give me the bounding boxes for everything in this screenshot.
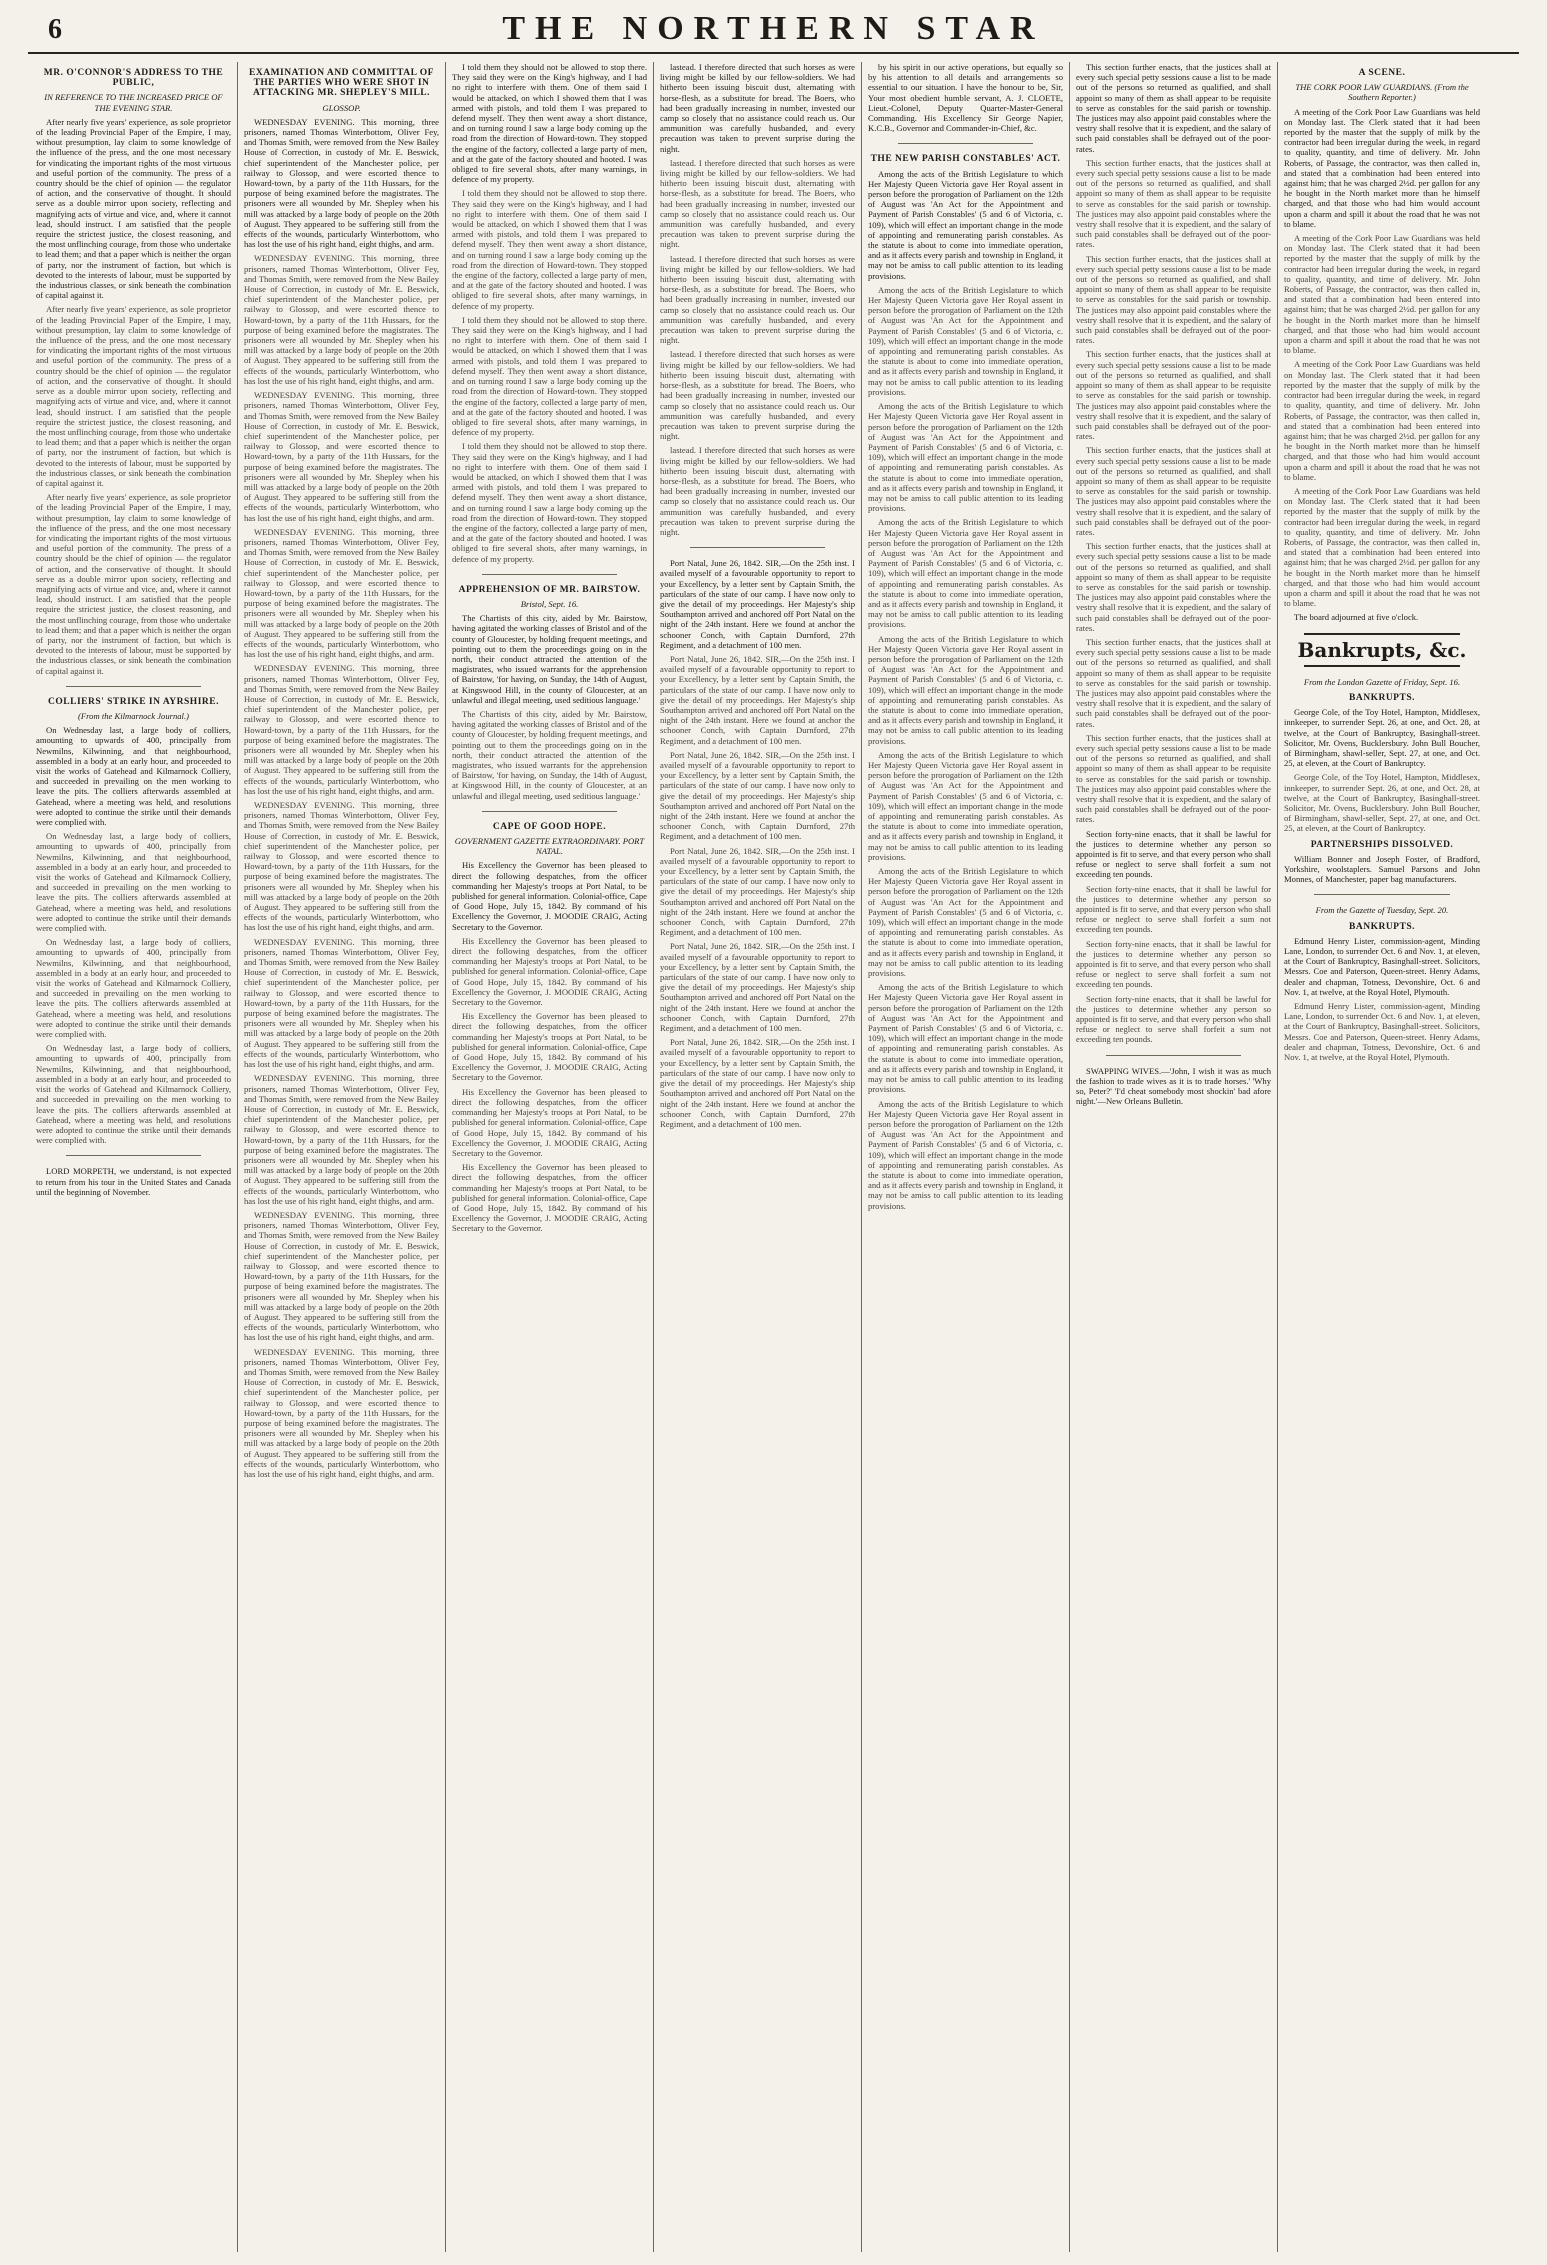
article-text: Port Natal, June 26, 1842. SIR,—On the 25th inst. I availed myself of a favourable opportunity to report to your Excellency, by a letter sent by Captain Smith, the particulars of the state of our camp. I have now only to give the detail of my proceedings. Her Majesty's ship Southampton arrived and anchored off Port Natal on the night of the 24th instant. Here we found at anchor the schooner Conch, with Captain Durnford, 27th Regiment, and a detachment of 100 men. <box>660 558 855 650</box>
article-heading: CAPE OF GOOD HOPE. <box>492 821 607 832</box>
bankrupts-heading: Bankrupts, &c. <box>1297 637 1467 662</box>
article-text-cont: This section further enacts, that the justices shall at every such special petty sessions cause a list to be made out of the persons so returned as qualified, and shall appoint so many of them as shall appear to be requisite to serve as constables for the said parish or township. The justices may also appoint paid constables where the vestry shall resolve that it is expedient, and the salary of such paid constables shall be defrayed out of the poor-rates. <box>1076 636 1271 729</box>
gazette-date: From the London Gazette of Friday, Sept. 16. <box>1303 676 1461 687</box>
article-text-cont: After nearly five years' experience, as sole proprietor of the leading Provincial Paper of the Empire, I may, without presumption, lay claim to some knowledge of the influence of the press, and the one most necessary for vindicating the important rights of the most virtuous and useful portion of the community. The press of a country should be the chief of opinion — the regulator of action, and the conservative of thought. It should serve as a double mirror upon society, reflecting and magnifying acts of virtue and vice, and, where it cannot lead, should instruct. I am satisfied that the people require the strictest justice, the closest reasoning, and the most unflinching courage, from those who undertake to lead them; and that a paper which is neither the organ of party, nor the instrument of faction, but which is devoted to the interests of labour, must be supported by the industrious classes, or sink beneath the combination of capital against it. <box>36 304 231 488</box>
article-text-cont: This section further enacts, that the justices shall at every such special petty sessions cause a list to be made out of the persons so returned as qualified, and shall appoint so many of them as shall appear to be requisite to serve as constables for the said parish or township. The justices may also appoint paid constables where the vestry shall resolve that it is expedient, and the salary of such paid constables shall be defrayed out of the poor-rates. <box>1076 253 1271 346</box>
article-text-cont: WEDNESDAY EVENING. This morning, three prisoners, named Thomas Winterbottom, Oliver Fey, and Thomas Smith, were removed from the New Bailey House of Correction, in custody of Mr. E. Beswick, chief superintendent of the Manchester police, per railway to Glossop, and were escorted thence to Howard-town, by a party of the 11th Hussars, for the purpose of being examined before the magistrates. The prisoners were all wounded by Mr. Shepley when his mill was attacked by a large body of people on the 20th of August. They appeared to be suffering still from the effects of the wounds, particularly Winterbottom, who has lost the use of his right hand, eight thighs, and arm. <box>244 1209 439 1343</box>
article-text-cont: His Excellency the Governor has been pleased to direct the following despatches, from the officer commanding her Majesty's troops at Port Natal, to be published for general information. Colonial-office, Cape of Good Hope, July 15, 1842. By command of his Excellency the Governor, J. MOODIE CRAIG, Acting Secretary to the Governor. <box>452 1011 647 1083</box>
article-text: The Chartists of this city, aided by Mr. Bairstow, having agitated the working classes of Bristol and of the county of Gloucester, by holding frequent meetings, and pointing out to them the proceedings going on in the north, their conduct attracted the attention of the magistrates, who issued warrants for the apprehension of Bairstow, 'for having, on Sunday, the 14th of August, at Kingswood Hill, in the county of Gloucester, at an unlawful and illegal meeting, used seditious language.' <box>452 613 647 705</box>
article-text: Among the acts of the British Legislature to which Her Majesty Queen Victoria gave Her Royal assent in person before the prorogation of Parliament on the 12th of August was 'An Act for the Appointment and Payment of Parish Constables' (5 and 6 of Victoria, c. 109), which will effect an important change in the mode of appointing and remunerating parish constables. As the statute is about to come into immediate operation, and as it affects every parish and township in England, it may not be amiss to call public attention to its leading provisions. <box>868 168 1063 281</box>
column-2 <box>238 62 446 2252</box>
article-text-cont: Port Natal, June 26, 1842. SIR,—On the 25th inst. I availed myself of a favourable opportunity to report to your Excellency, by a letter sent by Captain Smith, the particulars of the state of our camp. I have now only to give the detail of my proceedings. Her Majesty's ship Southampton arrived and anchored off Port Natal on the night of the 24th instant. Here we found at anchor the schooner Conch, with Captain Durnford, 27th Regiment, and a detachment of 100 men. <box>660 941 855 1034</box>
article-text-cont: The Chartists of this city, aided by Mr. Bairstow, having agitated the working classes of Bristol and of the county of Gloucester, by holding frequent meetings, and pointing out to them the proceedings going on in the north, their conduct attracted the attention of the magistrates, who issued warrants for the apprehension of Bairstow, 'for having, on Sunday, the 14th of August, at Kingswood Hill, in the county of Gloucester, at an unlawful and illegal meeting, used seditious language.' <box>452 708 647 801</box>
article-text-cont: Port Natal, June 26, 1842. SIR,—On the 25th inst. I availed myself of a favourable opportunity to report to your Excellency, by a letter sent by Captain Smith, the particulars of the state of our camp. I have now only to give the detail of my proceedings. Her Majesty's ship Southampton arrived and anchored off Port Natal on the night of the 24th instant. Here we found at anchor the schooner Conch, with Captain Durnford, 27th Regiment, and a detachment of 100 men. <box>660 749 855 842</box>
article-text-cont: A meeting of the Cork Poor Law Guardians was held on Monday last. The Clerk stated that it had been reported by the master that the supply of milk by the contractor had been irregular during the week, in regard to quality, quantity, and time of delivery. Mr. John Roberts, of Passage, the contractor, was then called in, and stated that a combination had been entered into against him; that he was charged 2½d. per gallon for any he bought in the North market more than he himself charged, and that those who had him would account upon a charm and spill it about the road that he was not to blame. <box>1284 233 1480 356</box>
article-subheading: (From the Kilmarnock Journal.) <box>78 710 189 721</box>
page-number: 6 <box>48 14 62 45</box>
article-text: This section further enacts, that the justices shall at every such special petty sessions cause a list to be made out of the persons so returned as qualified, and shall appoint so many of them as shall appear to be requisite to serve as constables for the said parish or township. The justices may also appoint paid constables where the vestry shall resolve that it is expedient, and the salary of such paid constables shall be defrayed out of the poor-rates. <box>1076 62 1271 154</box>
article-text-cont: After nearly five years' experience, as sole proprietor of the leading Provincial Paper of the Empire, I may, without presumption, lay claim to some knowledge of the influence of the press, and the one most necessary for vindicating the important rights of the most virtuous and useful portion of the community. The press of a country should be the chief of opinion — the regulator of action, and the conservative of thought. It should serve as a double mirror upon society, reflecting and magnifying acts of virtue and vice, and, where it cannot lead, should instruct. I am satisfied that the people require the strictest justice, the closest reasoning, and the most unflinching courage, from those who undertake to lead them; and that a paper which is neither the organ of party, nor the instrument of faction, but which is devoted to the interests of labour, must be supported by the industrious classes, or sink beneath the combination of capital against it. <box>36 492 231 676</box>
footer-note: LORD MORPETH, we understand, is not expected to return from his tour in the United States and Canada until the beginning of November. <box>36 1166 231 1197</box>
article-text: WEDNESDAY EVENING. This morning, three prisoners, named Thomas Winterbottom, Oliver Fey, and Thomas Smith, were removed from the New Bailey House of Correction, in custody of Mr. E. Beswick, chief superintendent of the Manchester police, per railway to Glossop, and were escorted thence to Howard-town, by a party of the 11th Hussars, for the purpose of being examined before the magistrates. The prisoners were all wounded by Mr. Shepley when his mill was attacked by a large body of people on the 20th of August. They appeared to be suffering still from the effects of the wounds, particularly Winterbottom, who has lost the use of his right hand, eight thighs, and arm. <box>244 116 439 250</box>
article-text-cont: WEDNESDAY EVENING. This morning, three prisoners, named Thomas Winterbottom, Oliver Fey, and Thomas Smith, were removed from the New Bailey House of Correction, in custody of Mr. E. Beswick, chief superintendent of the Manchester police, per railway to Glossop, and were escorted thence to Howard-town, by a party of the 11th Hussars, for the purpose of being examined before the magistrates. The prisoners were all wounded by Mr. Shepley when his mill was attacked by a large body of people on the 20th of August. They appeared to be suffering still from the effects of the wounds, particularly Winterbottom, who has lost the use of his right hand, eight thighs, and arm. <box>244 526 439 660</box>
article-text: The board adjourned at five o'clock. <box>1294 612 1419 623</box>
article-text-cont: WEDNESDAY EVENING. This morning, three prisoners, named Thomas Winterbottom, Oliver Fey, and Thomas Smith, were removed from the New Bailey House of Correction, in custody of Mr. E. Beswick, chief superintendent of the Manchester police, per railway to Glossop, and were escorted thence to Howard-town, by a party of the 11th Hussars, for the purpose of being examined before the magistrates. The prisoners were all wounded by Mr. Shepley when his mill was attacked by a large body of people on the 20th of August. They appeared to be suffering still from the effects of the wounds, particularly Winterbottom, who has lost the use of his right hand, eight thighs, and arm. <box>244 390 439 523</box>
article-heading: EXAMINATION AND COMMITTAL OF THE PARTIES WHO WERE SHOT IN ATTACKING MR. SHEPLEY'S MILL. <box>249 68 434 99</box>
article-heading: THE NEW PARISH CONSTABLES' ACT. <box>870 154 1061 165</box>
article-text-cont: Port Natal, June 26, 1842. SIR,—On the 25th inst. I availed myself of a favourable opportunity to report to your Excellency, by a letter sent by Captain Smith, the particulars of the state of our camp. I have now only to give the detail of my proceedings. Her Majesty's ship Southampton arrived and anchored off Port Natal on the night of the 24th instant. Here we found at anchor the schooner Conch, with Captain Durnford, 27th Regiment, and a detachment of 100 men. <box>660 845 855 938</box>
bankrupts-label: BANKRUPTS. <box>1349 692 1415 703</box>
article-text-cont: I told them they should not be allowed to stop there. They said they were on the King's highway, and I had no right to interfere with them. One of them said I would be attacked, on which I showed them that I was armed with pistols, and told them I was prepared to defend myself. They then went away a short distance, and on turning round I saw a large body coming up the road from the direction of Howard-town. They stopped the engine of the factory, collected a large party of men, and at the gate of the factory shouted and hooted. I was obliged to fire several shots, after many warnings, in defence of my property. <box>452 441 647 564</box>
article-text-cont: Among the acts of the British Legislature to which Her Majesty Queen Victoria gave Her Royal assent in person before the prorogation of Parliament on the 12th of August was 'An Act for the Appointment and Payment of Parish Constables' (5 and 6 of Victoria, c. 109), which will effect an important change in the mode of appointing and remunerating parish constables. As the statute is about to come into immediate operation, and as it affects every parish and township in England, it may not be amiss to call public attention to its leading provisions. <box>868 517 1063 630</box>
article-text: I told them they should not be allowed to stop there. They said they were on the King's highway, and I had no right to interfere with them. One of them said I would be attacked, on which I showed them that I was armed with pistols, and told them I was prepared to defend myself. They then went away a short distance, and on turning round I saw a large body coming up the road from the direction of Howard-town. They stopped the engine of the factory, collected a large party of men, and at the gate of the factory shouted and hooted. I was obliged to fire several shots, after many warnings, in defence of my property. <box>452 62 647 185</box>
article-text-cont: Section forty-nine enacts, that it shall be lawful for the justices to determine whether any person so appointed is fit to serve, and that every person who shall refuse or neglect to serve shall forfeit a sum not exceeding ten pounds. <box>1076 938 1271 990</box>
article-heading: MR. O'CONNOR'S ADDRESS TO THE PUBLIC, <box>43 68 224 89</box>
article-text: His Excellency the Governor has been pleased to direct the following despatches, from the officer commanding her Majesty's troops at Port Natal, to be published for general information. Colonial-office, Cape of Good Hope, July 15, 1842. By command of his Excellency the Governor, J. MOODIE CRAIG, Acting Secretary to the Governor. <box>452 860 647 932</box>
article-text-cont: Among the acts of the British Legislature to which Her Majesty Queen Victoria gave Her Royal assent in person before the prorogation of Parliament on the 12th of August was 'An Act for the Appointment and Payment of Parish Constables' (5 and 6 of Victoria, c. 109), which will effect an important change in the mode of appointing and remunerating parish constables. As the statute is about to come into immediate operation, and as it affects every parish and township in England, it may not be amiss to call public attention to its leading provisions. <box>868 633 1063 746</box>
article-text-cont: On Wednesday last, a large body of colliers, amounting to upwards of 400, principally from Newmilns, Kilwinning, and that neighbourhood, assembled in a body at an early hour, and proceeded to visit the works of Gatehead and Kilmarnock Colliery, and succeeded in prevailing on the men working to leave the pits. The colliers afterwards assembled at Gatehead, where a meeting was held, and resolutions were adopted to continue the strike until their demands were complied with. <box>36 1043 231 1146</box>
article-text-cont: Among the acts of the British Legislature to which Her Majesty Queen Victoria gave Her Royal assent in person before the prorogation of Parliament on the 12th of August was 'An Act for the Appointment and Payment of Parish Constables' (5 and 6 of Victoria, c. 109), which will effect an important change in the mode of appointing and remunerating parish constables. As the statute is about to come into immediate operation, and as it affects every parish and township in England, it may not be amiss to call public attention to its leading provisions. <box>868 1098 1063 1211</box>
article-text-cont: lastead. I therefore directed that such horses as were living might be killed by our fellow-soldiers. We had hitherto been issuing biscuit dust, alternating with horse-flesh, as a substitute for bread. The Boers, who had been gradually increasing in number, invested our camp so closely that no assistance could reach us. Our ammunition was carefully husbanded, and every precaution was taken to prevent surprise during the night. <box>660 157 855 250</box>
column-3 <box>446 62 654 2252</box>
article-text-cont: WEDNESDAY EVENING. This morning, three prisoners, named Thomas Winterbottom, Oliver Fey, and Thomas Smith, were removed from the New Bailey House of Correction, in custody of Mr. E. Beswick, chief superintendent of the Manchester police, per railway to Glossop, and were escorted thence to Howard-town, by a party of the 11th Hussars, for the purpose of being examined before the magistrates. The prisoners were all wounded by Mr. Shepley when his mill was attacked by a large body of people on the 20th of August. They appeared to be suffering still from the effects of the wounds, particularly Winterbottom, who has lost the use of his right hand, eight thighs, and arm. <box>244 1346 439 1480</box>
article-subheading: GLOSSOP. <box>322 102 361 113</box>
article-text-cont: Among the acts of the British Legislature to which Her Majesty Queen Victoria gave Her Royal assent in person before the prorogation of Parliament on the 12th of August was 'An Act for the Appointment and Payment of Parish Constables' (5 and 6 of Victoria, c. 109), which will effect an important change in the mode of appointing and remunerating parish constables. As the statute is about to come into immediate operation, and as it affects every parish and township in England, it may not be amiss to call public attention to its leading provisions. <box>868 982 1063 1095</box>
article-text-cont: This section further enacts, that the justices shall at every such special petty sessions cause a list to be made out of the persons so returned as qualified, and shall appoint so many of them as shall appear to be requisite to serve as constables for the said parish or township. The justices may also appoint paid constables where the vestry shall resolve that it is expedient, and the salary of such paid constables shall be defrayed out of the poor-rates. <box>1076 157 1271 250</box>
masthead-title: THE NORTHERN STAR <box>502 10 1045 47</box>
bankrupts-text: George Cole, of the Toy Hotel, Hampton, Middlesex, innkeeper, to surrender Sept. 26, at one, and Oct. 28, at twelve, at the Court of Bankruptcy, Basinghall-street. Solicitor, Mr. Ovens, Bucklersbury. John Bull Boucher, of Birmingham, shawl-seller, Sept. 27, at one, and Oct. 25, at eleven, at the Court of Bankruptcy. <box>1284 707 1480 769</box>
article-text-cont: Among the acts of the British Legislature to which Her Majesty Queen Victoria gave Her Royal assent in person before the prorogation of Parliament on the 12th of August was 'An Act for the Appointment and Payment of Parish Constables' (5 and 6 of Victoria, c. 109), which will effect an important change in the mode of appointing and remunerating parish constables. As the statute is about to come into immediate operation, and as it affects every parish and township in England, it may not be amiss to call public attention to its leading provisions. <box>868 284 1063 397</box>
column-1 <box>30 62 238 2252</box>
article-text-cont: This section further enacts, that the justices shall at every such special petty sessions cause a list to be made out of the persons so returned as qualified, and shall appoint so many of them as shall appear to be requisite to serve as constables for the said parish or township. The justices may also appoint paid constables where the vestry shall resolve that it is expedient, and the salary of such paid constables shall be defrayed out of the poor-rates. <box>1076 349 1271 442</box>
footer-note: SWAPPING WIVES.—'John, I wish it was as much the fashion to trade wives as it is to trade horses.' 'Why so, Peter?' 'I'd cheat somebody most shockin' bad afore night.'—New Orleans Bulletin. <box>1076 1065 1271 1107</box>
article-text-cont: This section further enacts, that the justices shall at every such special petty sessions cause a list to be made out of the persons so returned as qualified, and shall appoint so many of them as shall appear to be requisite to serve as constables for the said parish or township. The justices may also appoint paid constables where the vestry shall resolve that it is expedient, and the salary of such paid constables shall be defrayed out of the poor-rates. <box>1076 541 1271 633</box>
article-text-cont: On Wednesday last, a large body of colliers, amounting to upwards of 400, principally from Newmilns, Kilwinning, and that neighbourhood, assembled in a body at an early hour, and proceeded to visit the works of Gatehead and Kilmarnock Colliery, and succeeded in prevailing on the men working to leave the pits. The colliers afterwards assembled at Gatehead, where a meeting was held, and resolutions were adopted to continue the strike until their demands were complied with. <box>36 831 231 934</box>
article-text: lastead. I therefore directed that such horses as were living might be killed by our fellow-soldiers. We had hitherto been issuing biscuit dust, alternating with horse-flesh, as a substitute for bread. The Boers, who had been gradually increasing in number, invested our camp so closely that no assistance could reach us. Our ammunition was carefully husbanded, and every precaution was taken to prevent surprise during the night. <box>660 62 855 154</box>
article-text-cont: Among the acts of the British Legislature to which Her Majesty Queen Victoria gave Her Royal assent in person before the prorogation of Parliament on the 12th of August was 'An Act for the Appointment and Payment of Parish Constables' (5 and 6 of Victoria, c. 109), which will effect an important change in the mode of appointing and remunerating parish constables. As the statute is about to come into immediate operation, and as it affects every parish and township in England, it may not be amiss to call public attention to its leading provisions. <box>868 749 1063 862</box>
article-subheading: IN REFERENCE TO THE INCREASED PRICE OF THE EVENING STAR. <box>44 92 223 113</box>
article-text-cont: His Excellency the Governor has been pleased to direct the following despatches, from the officer commanding her Majesty's troops at Port Natal, to be published for general information. Colonial-office, Cape of Good Hope, July 15, 1842. By command of his Excellency the Governor, J. MOODIE CRAIG, Acting Secretary to the Governor. <box>452 1162 647 1234</box>
column-5 <box>862 62 1070 2252</box>
article-text-cont: This section further enacts, that the justices shall at every such special petty sessions cause a list to be made out of the persons so returned as qualified, and shall appoint so many of them as shall appear to be requisite to serve as constables for the said parish or township. The justices may also appoint paid constables where the vestry shall resolve that it is expedient, and the salary of such paid constables shall be defrayed out of the poor-rates. <box>1076 445 1271 537</box>
partnerships-text: William Bonner and Joseph Foster, of Bradford, Yorkshire, woolstaplers. Samuel Parsons and John Monnes, of Manchester, paper bag manufacturers. <box>1284 853 1480 885</box>
article-text-cont: On Wednesday last, a large body of colliers, amounting to upwards of 400, principally from Newmilns, Kilwinning, and that neighbourhood, assembled in a body at an early hour, and proceeded to visit the works of Gatehead and Kilmarnock Colliery, and succeeded in prevailing on the men working to leave the pits. The colliers afterwards assembled at Gatehead, where a meeting was held, and resolutions were adopted to continue the strike until their demands were complied with. <box>36 937 231 1040</box>
article-text-cont: WEDNESDAY EVENING. This morning, three prisoners, named Thomas Winterbottom, Oliver Fey, and Thomas Smith, were removed from the New Bailey House of Correction, in custody of Mr. E. Beswick, chief superintendent of the Manchester police, per railway to Glossop, and were escorted thence to Howard-town, by a party of the 11th Hussars, for the purpose of being examined before the magistrates. The prisoners were all wounded by Mr. Shepley when his mill was attacked by a large body of people on the 20th of August. They appeared to be suffering still from the effects of the wounds, particularly Winterbottom, who has lost the use of his right hand, eight thighs, and arm. <box>244 800 439 933</box>
article-subheading: GOVERNMENT GAZETTE EXTRAORDINARY. PORT NATAL. <box>454 836 645 857</box>
bankrupts-text: Edmund Henry Lister, commission-agent, Minding Lane, London, to surrender Oct. 6 and Nov. 1, at eleven, at the Court of Bankruptcy, Basinghall-street. Solicitors, Messrs. Coe and Paterson, Queen-street. Henry Adams, dealer and chapman, Totness, Devonshire, Oct. 6 and Nov. 1, at twelve, at the Royal Hotel, Plymouth. <box>1284 935 1480 997</box>
article-heading: APPREHENSION OF MR. BAIRSTOW. <box>458 584 641 595</box>
article-text-cont: lastead. I therefore directed that such horses as were living might be killed by our fellow-soldiers. We had hitherto been issuing biscuit dust, alternating with horse-flesh, as a substitute for bread. The Boers, who had been gradually increasing in number, invested our camp so closely that no assistance could reach us. Our ammunition was carefully husbanded, and every precaution was taken to prevent surprise during the night. <box>660 445 855 537</box>
article-text-cont: Among the acts of the British Legislature to which Her Majesty Queen Victoria gave Her Royal assent in person before the prorogation of Parliament on the 12th of August was 'An Act for the Appointment and Payment of Parish Constables' (5 and 6 of Victoria, c. 109), which will effect an important change in the mode of appointing and remunerating parish constables. As the statute is about to come into immediate operation, and as it affects every parish and township in England, it may not be amiss to call public attention to its leading provisions. <box>868 401 1063 514</box>
partnerships-label: PARTNERSHIPS DISSOLVED. <box>1310 839 1454 850</box>
article-heading: COLLIERS' STRIKE IN AYRSHIRE. <box>48 696 219 707</box>
article-text-cont: A meeting of the Cork Poor Law Guardians was held on Monday last. The Clerk stated that it had been reported by the master that the supply of milk by the contractor had been irregular during the week, in regard to quality, quantity, and time of delivery. Mr. John Roberts, of Passage, the contractor, was then called in, and stated that a combination had been entered into against him; that he was charged 2½d. per gallon for any he bought in the North market more than he himself charged, and that those who had him would account upon a charm and spill it about the road that he was not to blame. <box>1284 359 1480 482</box>
article-text-cont: WEDNESDAY EVENING. This morning, three prisoners, named Thomas Winterbottom, Oliver Fey, and Thomas Smith, were removed from the New Bailey House of Correction, in custody of Mr. E. Beswick, chief superintendent of the Manchester police, per railway to Glossop, and were escorted thence to Howard-town, by a party of the 11th Hussars, for the purpose of being examined before the magistrates. The prisoners were all wounded by Mr. Shepley when his mill was attacked by a large body of people on the 20th of August. They appeared to be suffering still from the effects of the wounds, particularly Winterbottom, who has lost the use of his right hand, eight thighs, and arm. <box>244 663 439 796</box>
article-subheading: THE CORK POOR LAW GUARDIANS. (From the Southern Reporter.) <box>1295 82 1469 103</box>
article-text-cont: This section further enacts, that the justices shall at every such special petty sessions cause a list to be made out of the persons so returned as qualified, and shall appoint so many of them as shall appear to be requisite to serve as constables for the said parish or township. The justices may also appoint paid constables where the vestry shall resolve that it is expedient, and the salary of such paid constables shall be defrayed out of the poor-rates. <box>1076 732 1271 825</box>
article-text-cont: lastead. I therefore directed that such horses as were living might be killed by our fellow-soldiers. We had hitherto been issuing biscuit dust, alternating with horse-flesh, as a substitute for bread. The Boers, who had been gradually increasing in number, invested our camp so closely that no assistance could reach us. Our ammunition was carefully husbanded, and every precaution was taken to prevent surprise during the night. <box>660 253 855 346</box>
article-subheading: Bristol, Sept. 16. <box>520 598 579 609</box>
article-text: by his spirit in our active operations, but equally so by his attention to all details and arrangements so essential to our situation. I have the honour to be, Sir, Your most obedient humble servant, A. J. CLOETE, Lieut.-Colonel, Deputy Quarter-Master-General Commanding. His Excellency Sir George Napier, K.C.B., Governor and Commander-in-Chief, &c. <box>868 62 1063 134</box>
gazette-date: From the Gazette of Tuesday, Sept. 20. <box>1315 905 1449 916</box>
article-text-cont: Section forty-nine enacts, that it shall be lawful for the justices to determine whether any person so appointed is fit to serve, and that every person who shall refuse or neglect to serve shall forfeit a sum not exceeding ten pounds. <box>1076 883 1271 935</box>
article-text-cont: A meeting of the Cork Poor Law Guardians was held on Monday last. The Clerk stated that it had been reported by the master that the supply of milk by the contractor had been irregular during the week, in regard to quality, quantity, and time of delivery. Mr. John Roberts, of Passage, the contractor, was then called in, and stated that a combination had been entered into against him; that he was charged 2½d. per gallon for any he bought in the North market more than he himself charged, and that those who had him would account upon a charm and spill it about the road that he was not to blame. <box>1284 485 1480 609</box>
column-6 <box>1070 62 1278 2252</box>
article-text: On Wednesday last, a large body of colliers, amounting to upwards of 400, principally from Newmilns, Kilwinning, and that neighbourhood, assembled in a body at an early hour, and proceeded to visit the works of Gatehead and Kilmarnock Colliery, and succeeded in prevailing on the men working to leave the pits. The colliers afterwards assembled at Gatehead, where a meeting was held, and resolutions were adopted to continue the strike until their demands were complied with. <box>36 725 231 828</box>
article-text-cont: Port Natal, June 26, 1842. SIR,—On the 25th inst. I availed myself of a favourable opportunity to report to your Excellency, by a letter sent by Captain Smith, the particulars of the state of our camp. I have now only to give the detail of my proceedings. Her Majesty's ship Southampton arrived and anchored off Port Natal on the night of the 24th instant. Here we found at anchor the schooner Conch, with Captain Durnford, 27th Regiment, and a detachment of 100 men. <box>660 1037 855 1129</box>
article-text: After nearly five years' experience, as sole proprietor of the leading Provincial Paper of the Empire, I may, without presumption, lay claim to some knowledge of the influence of the press, and the one most necessary for vindicating the important rights of the most virtuous and useful portion of the community. The press of a country should be the chief of opinion — the regulator of action, and the conservative of thought. It should serve as a double mirror upon society, reflecting and magnifying acts of virtue and vice, and, where it cannot lead, should instruct. I am satisfied that the people require the strictest justice, the closest reasoning, and the most unflinching courage, from those who undertake to lead them; and that a paper which is neither the organ of party, nor the instrument of faction, but which is devoted to the interests of labour, must be supported by the industrious classes, or sink beneath the combination of capital against it. <box>36 116 231 301</box>
article-text: A meeting of the Cork Poor Law Guardians was held on Monday last. The Clerk stated that it had been reported by the master that the supply of milk by the contractor had been irregular during the week, in regard to quality, quantity, and time of delivery. Mr. John Roberts, of Passage, the contractor, was then called in, and stated that a combination had been entered into against him; that he was charged 2½d. per gallon for any he bought in the North market more than he himself charged, and that those who had him would account upon a charm and spill it about the road that he was not to blame. <box>1284 106 1480 229</box>
columns <box>30 62 1520 2252</box>
article-text: Section forty-nine enacts, that it shall be lawful for the justices to determine whether any person so appointed is fit to serve, and that every person who shall refuse or neglect to serve shall forfeit a sum not exceeding ten pounds. <box>1076 828 1271 880</box>
article-text-cont: Among the acts of the British Legislature to which Her Majesty Queen Victoria gave Her Royal assent in person before the prorogation of Parliament on the 12th of August was 'An Act for the Appointment and Payment of Parish Constables' (5 and 6 of Victoria, c. 109), which will effect an important change in the mode of appointing and remunerating parish constables. As the statute is about to come into immediate operation, and as it affects every parish and township in England, it may not be amiss to call public attention to its leading provisions. <box>868 866 1063 979</box>
article-text-cont: WEDNESDAY EVENING. This morning, three prisoners, named Thomas Winterbottom, Oliver Fey, and Thomas Smith, were removed from the New Bailey House of Correction, in custody of Mr. E. Beswick, chief superintendent of the Manchester police, per railway to Glossop, and were escorted thence to Howard-town, by a party of the 11th Hussars, for the purpose of being examined before the magistrates. The prisoners were all wounded by Mr. Shepley when his mill was attacked by a large body of people on the 20th of August. They appeared to be suffering still from the effects of the wounds, particularly Winterbottom, who has lost the use of his right hand, eight thighs, and arm. <box>244 253 439 386</box>
article-text-cont: His Excellency the Governor has been pleased to direct the following despatches, from the officer commanding her Majesty's troops at Port Natal, to be published for general information. Colonial-office, Cape of Good Hope, July 15, 1842. By command of his Excellency the Governor, J. MOODIE CRAIG, Acting Secretary to the Governor. <box>452 935 647 1008</box>
article-text-cont: His Excellency the Governor has been pleased to direct the following despatches, from the officer commanding her Majesty's troops at Port Natal, to be published for general information. Colonial-office, Cape of Good Hope, July 15, 1842. By command of his Excellency the Governor, J. MOODIE CRAIG, Acting Secretary to the Governor. <box>452 1086 647 1158</box>
masthead-bar <box>28 6 1519 54</box>
article-text-cont: Port Natal, June 26, 1842. SIR,—On the 25th inst. I availed myself of a favourable opportunity to report to your Excellency, by a letter sent by Captain Smith, the particulars of the state of our camp. I have now only to give the detail of my proceedings. Her Majesty's ship Southampton arrived and anchored off Port Natal on the night of the 24th instant. Here we found at anchor the schooner Conch, with Captain Durnford, 27th Regiment, and a detachment of 100 men. <box>660 653 855 746</box>
column-4 <box>654 62 862 2252</box>
article-text-cont: I told them they should not be allowed to stop there. They said they were on the King's highway, and I had no right to interfere with them. One of them said I would be attacked, on which I showed them that I was armed with pistols, and told them I was prepared to defend myself. They then went away a short distance, and on turning round I saw a large body coming up the road from the direction of Howard-town. They stopped the engine of the factory, collected a large party of men, and at the gate of the factory shouted and hooted. I was obliged to fire several shots, after many warnings, in defence of my property. <box>452 188 647 311</box>
article-text-cont: WEDNESDAY EVENING. This morning, three prisoners, named Thomas Winterbottom, Oliver Fey, and Thomas Smith, were removed from the New Bailey House of Correction, in custody of Mr. E. Beswick, chief superintendent of the Manchester police, per railway to Glossop, and were escorted thence to Howard-town, by a party of the 11th Hussars, for the purpose of being examined before the magistrates. The prisoners were all wounded by Mr. Shepley when his mill was attacked by a large body of people on the 20th of August. They appeared to be suffering still from the effects of the wounds, particularly Winterbottom, who has lost the use of his right hand, eight thighs, and arm. <box>244 1073 439 1206</box>
article-text-cont: I told them they should not be allowed to stop there. They said they were on the King's highway, and I had no right to interfere with them. One of them said I would be attacked, on which I showed them that I was armed with pistols, and told them I was prepared to defend myself. They then went away a short distance, and on turning round I saw a large body coming up the road from the direction of Howard-town. They stopped the engine of the factory, collected a large party of men, and at the gate of the factory shouted and hooted. I was obliged to fire several shots, after many warnings, in defence of my property. <box>452 314 647 438</box>
bankrupts-text-cont: George Cole, of the Toy Hotel, Hampton, Middlesex, innkeeper, to surrender Sept. 26, at one, and Oct. 28, at twelve, at the Court of Bankruptcy, Basinghall-street. Solicitor, Mr. Ovens, Bucklersbury. John Bull Boucher, of Birmingham, shawl-seller, Sept. 27, at one, and Oct. 25, at eleven, at the Court of Bankruptcy. <box>1284 772 1480 834</box>
article-heading: A SCENE. <box>1358 68 1406 78</box>
article-text-cont: WEDNESDAY EVENING. This morning, three prisoners, named Thomas Winterbottom, Oliver Fey, and Thomas Smith, were removed from the New Bailey House of Correction, in custody of Mr. E. Beswick, chief superintendent of the Manchester police, per railway to Glossop, and were escorted thence to Howard-town, by a party of the 11th Hussars, for the purpose of being examined before the magistrates. The prisoners were all wounded by Mr. Shepley when his mill was attacked by a large body of people on the 20th of August. They appeared to be suffering still from the effects of the wounds, particularly Winterbottom, who has lost the use of his right hand, eight thighs, and arm. <box>244 936 439 1070</box>
bankrupts-label: BANKRUPTS. <box>1349 921 1415 932</box>
article-text-cont: lastead. I therefore directed that such horses as were living might be killed by our fellow-soldiers. We had hitherto been issuing biscuit dust, alternating with horse-flesh, as a substitute for bread. The Boers, who had been gradually increasing in number, invested our camp so closely that no assistance could reach us. Our ammunition was carefully husbanded, and every precaution was taken to prevent surprise during the night. <box>660 349 855 442</box>
bankrupts-text-cont: Edmund Henry Lister, commission-agent, Minding Lane, London, to surrender Oct. 6 and Nov. 1, at eleven, at the Court of Bankruptcy, Basinghall-street. Solicitors, Messrs. Coe and Paterson, Queen-street. Henry Adams, dealer and chapman, Totness, Devonshire, Oct. 6 and Nov. 1, at twelve, at the Royal Hotel, Plymouth. <box>1284 1001 1480 1063</box>
article-text-cont: Section forty-nine enacts, that it shall be lawful for the justices to determine whether any person so appointed is fit to serve, and that every person who shall refuse or neglect to serve shall forfeit a sum not exceeding ten pounds. <box>1076 993 1271 1045</box>
column-7 <box>1278 62 1486 2252</box>
